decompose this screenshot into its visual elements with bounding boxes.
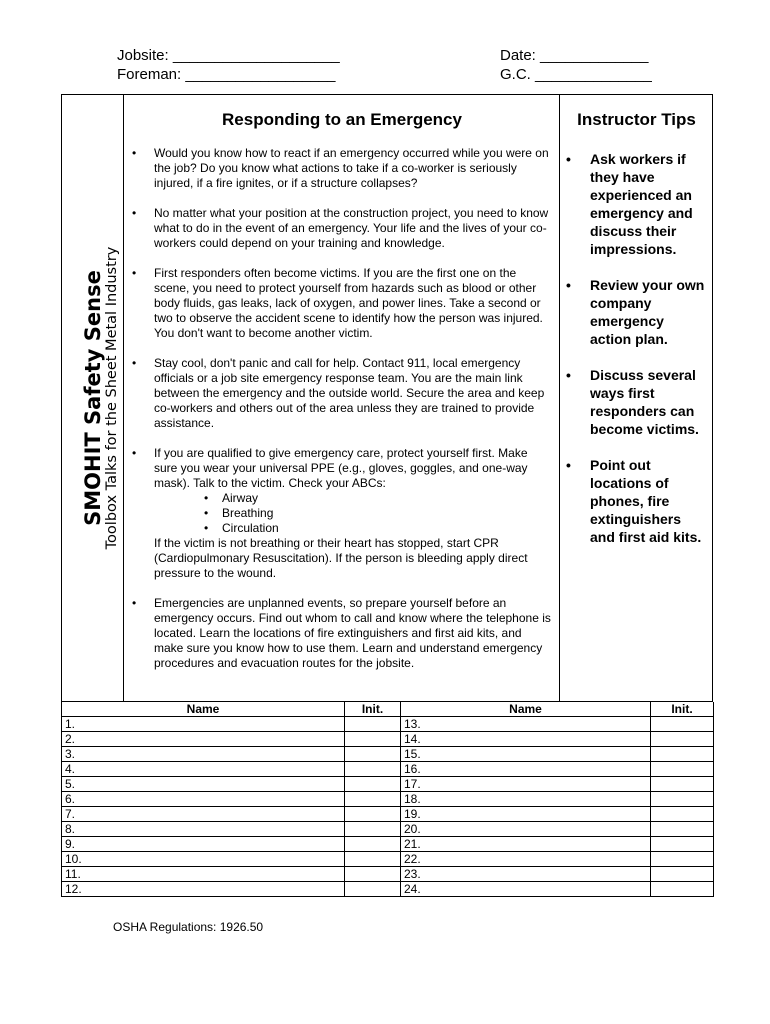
foreman-field[interactable]: Foreman: __________________	[117, 66, 336, 83]
init-cell[interactable]	[345, 852, 401, 867]
table-row	[62, 762, 714, 777]
sign-in-body	[62, 717, 714, 897]
init-cell[interactable]	[345, 807, 401, 822]
abc-item: • Airway	[154, 491, 552, 506]
date-field[interactable]: Date: _____________	[500, 47, 649, 64]
init-cell[interactable]	[651, 867, 714, 882]
sign-in-header-row	[62, 702, 714, 717]
init-cell[interactable]	[345, 867, 401, 882]
name-cell[interactable]: 15.	[401, 747, 651, 762]
init-cell[interactable]	[345, 777, 401, 792]
table-row	[62, 717, 714, 732]
table-row	[62, 867, 714, 882]
main-bullet: • Stay cool, don't panic and call for help. Contact 911, local emergency officials or a job site emergency response team. You are the main link between the emergency and the outside world. Secure the area and keep co-workers and others out of the area unless they are trained to provide assistance.	[132, 356, 552, 431]
tip-item: • Review your own company emergency action plan.	[566, 276, 706, 348]
name-cell[interactable]: 12.	[62, 882, 345, 897]
name-cell[interactable]: 14.	[401, 732, 651, 747]
main-bullet-abc	[132, 446, 552, 581]
init-cell[interactable]	[345, 792, 401, 807]
table-row	[62, 747, 714, 762]
name-cell[interactable]: 20.	[401, 822, 651, 837]
gc-field[interactable]: G.C. ______________	[500, 66, 652, 83]
abc-item: • Breathing	[154, 506, 552, 521]
init-cell[interactable]	[651, 852, 714, 867]
main-bullet: • First responders often become victims. If you are the first one on the scene, you need to protect yourself from hazards such as blood or other body fluids, gas leaks, lack of oxygen, and power lines. Take a second or two to observe the accident scene to identify how the person was injured. You don't want to become another victim.	[132, 266, 552, 341]
table-row	[62, 822, 714, 837]
name-cell[interactable]: 21.	[401, 837, 651, 852]
init-cell[interactable]	[345, 717, 401, 732]
name-cell[interactable]: 7.	[62, 807, 345, 822]
init-header: Init.	[651, 702, 714, 717]
table-row	[62, 807, 714, 822]
name-cell[interactable]: 6.	[62, 792, 345, 807]
table-row	[62, 792, 714, 807]
tips-list	[566, 150, 706, 564]
init-cell[interactable]	[651, 762, 714, 777]
name-cell[interactable]: 24.	[401, 882, 651, 897]
init-cell[interactable]	[651, 792, 714, 807]
init-cell[interactable]	[345, 882, 401, 897]
abc-list	[154, 491, 552, 536]
tip-item: • Point out locations of phones, fire extinguishers and first aid kits.	[566, 456, 706, 546]
main-bullet: • Would you know how to react if an emergency occurred while you were on the job? Do you know what actions to take if a co-worker is seriously injured, if a fire ignites, or if a structure collapses?	[132, 146, 552, 191]
name-header: Name	[62, 702, 345, 717]
name-cell[interactable]: 23.	[401, 867, 651, 882]
main-bullet-list	[132, 146, 552, 686]
sidebar-subtitle: Toolbox Talks for the Sheet Metal Industry	[104, 246, 120, 550]
table-row	[62, 837, 714, 852]
init-header: Init.	[345, 702, 401, 717]
name-cell[interactable]: 18.	[401, 792, 651, 807]
name-cell[interactable]: 13.	[401, 717, 651, 732]
table-row	[62, 852, 714, 867]
main-bullet: • No matter what your position at the construction project, you need to know what to do in the event of an emergency. Your life and the lives of your co-workers could depend on your training and knowledge.	[132, 206, 552, 251]
init-cell[interactable]	[345, 747, 401, 762]
init-cell[interactable]	[651, 717, 714, 732]
main-title: Responding to an Emergency	[222, 110, 462, 129]
abc-after: If the victim is not breathing or their heart has stopped, start CPR (Cardiopulmonary Resuscitation). If the person is bleeding apply direct pressure to the wound.	[154, 536, 528, 580]
tip-item: • Discuss several ways first responders can become victims.	[566, 366, 706, 438]
jobsite-field[interactable]: Jobsite: ____________________	[117, 47, 340, 64]
name-cell[interactable]: 1.	[62, 717, 345, 732]
abc-item: • Circulation	[154, 521, 552, 536]
name-header: Name	[401, 702, 651, 717]
name-cell[interactable]: 9.	[62, 837, 345, 852]
name-cell[interactable]: 22.	[401, 852, 651, 867]
name-cell[interactable]: 10.	[62, 852, 345, 867]
main-bullet: • Emergencies are unplanned events, so prepare yourself before an emergency occurs. Find out whom to call and know where the telephone is located. Learn the locations of fire extinguishers and first aid kits, and make sure you know how to use them. Learn and understand emergency procedures and evacuation routes for the jobsite.	[132, 596, 552, 671]
name-cell[interactable]: 8.	[62, 822, 345, 837]
table-row	[62, 777, 714, 792]
init-cell[interactable]	[345, 822, 401, 837]
name-cell[interactable]: 16.	[401, 762, 651, 777]
tips-title: Instructor Tips	[577, 110, 696, 129]
header-right	[500, 47, 652, 85]
name-cell[interactable]: 11.	[62, 867, 345, 882]
init-cell[interactable]	[651, 747, 714, 762]
sidebar-title: SMOHIT Safety Sense	[81, 270, 105, 526]
abc-intro: • If you are qualified to give emergency care, protect yourself first. Make sure you wear your universal PPE (e.g., gloves, goggles, and one-way mask). Talk to the victim. Check your ABCs:	[154, 446, 528, 490]
init-cell[interactable]	[651, 837, 714, 852]
name-cell[interactable]: 17.	[401, 777, 651, 792]
name-cell[interactable]: 19.	[401, 807, 651, 822]
init-cell[interactable]	[651, 822, 714, 837]
init-cell[interactable]	[651, 882, 714, 897]
header-left	[117, 47, 340, 85]
init-cell[interactable]	[345, 837, 401, 852]
init-cell[interactable]	[345, 762, 401, 777]
init-cell[interactable]	[651, 807, 714, 822]
table-row	[62, 732, 714, 747]
name-cell[interactable]: 2.	[62, 732, 345, 747]
init-cell[interactable]	[345, 732, 401, 747]
column-divider	[559, 94, 560, 702]
name-cell[interactable]: 3.	[62, 747, 345, 762]
sign-in-table	[61, 702, 714, 897]
name-cell[interactable]: 4.	[62, 762, 345, 777]
init-cell[interactable]	[651, 777, 714, 792]
osha-regulations: OSHA Regulations: 1926.50	[113, 920, 264, 934]
tip-item: • Ask workers if they have experienced an emergency and discuss their impressions.	[566, 150, 706, 258]
init-cell[interactable]	[651, 732, 714, 747]
name-cell[interactable]: 5.	[62, 777, 345, 792]
table-row	[62, 882, 714, 897]
